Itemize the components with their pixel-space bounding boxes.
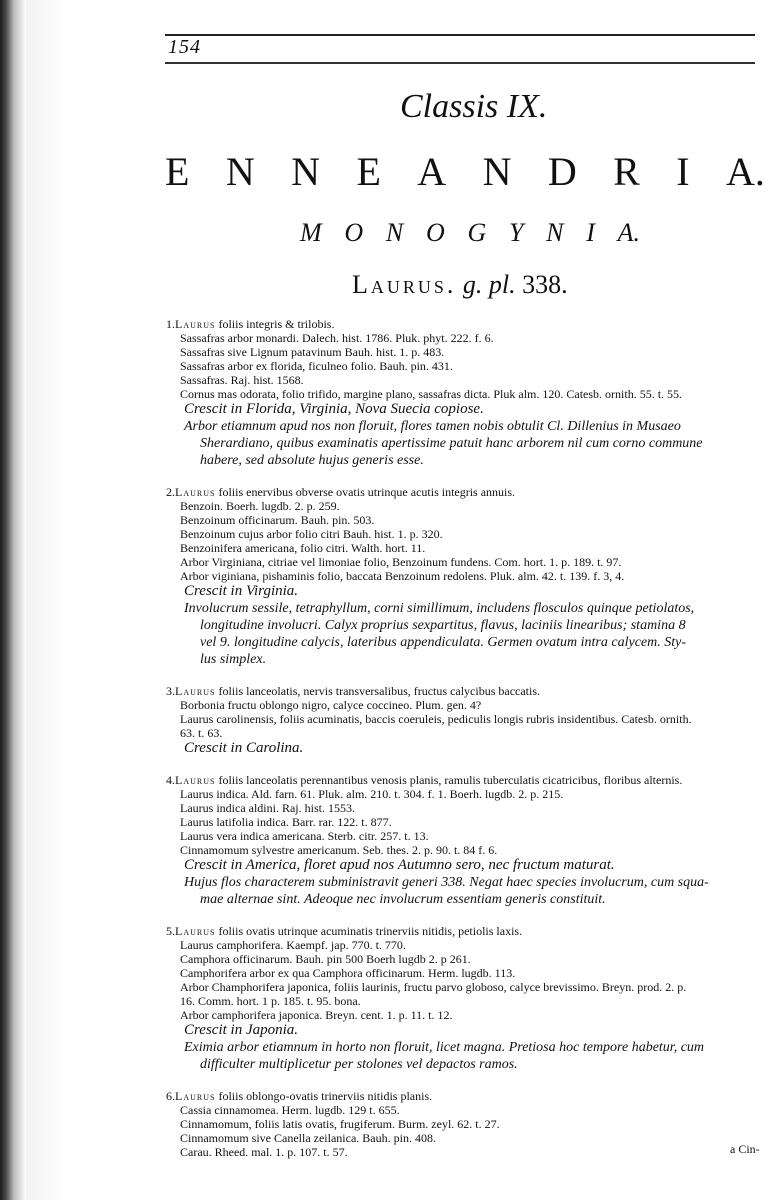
- sub-title-letter: N: [546, 218, 564, 247]
- sub-title-letter: M: [300, 218, 322, 247]
- observation-line: Involucrum sessile, tetraphyllum, corni simillimum, includens flosculos quinque petiolatos,: [184, 601, 695, 616]
- synonym-line: Arbor Champhorifera japonica, foliis laurinis, fructu parvo globoso, calyce brevissimo. Breyn. prod. 2. p.: [180, 980, 687, 994]
- species-diagnosis: foliis lanceolatis, nervis transversalibus, fructus calycibus baccatis.: [218, 684, 541, 698]
- synonym-line: Laurus carolinensis, foliis acuminatis, baccis coeruleis, pediculis longis rubris insidentibus. Catesb. ornith.: [180, 712, 692, 726]
- synonym-line: Sassafras arbor monardi. Dalech. hist. 1786. Pluk. phyt. 222. f. 6.: [180, 331, 494, 345]
- habitat-line: Crescit in America, floret apud nos Autumno sero, nec fructum maturat.: [184, 857, 615, 873]
- sub-title-letter: O: [425, 218, 445, 247]
- sub-title-letter: I: [586, 218, 595, 247]
- sub-title-letter: N: [385, 218, 404, 247]
- observation-line: Arbor etiamnum apud nos non floruit, flores tamen nobis obtulit Cl. Dillenius in Musaeo: [184, 419, 681, 434]
- synonym-line: Laurus latifolia indica. Barr. rar. 122. t. 877.: [180, 815, 392, 829]
- species-heading: [166, 924, 766, 938]
- main-title-letter: D: [547, 149, 577, 194]
- synonym-line: Cornus mas odorata, folio trifido, margine plano, sassafras dicta. Pluk alm. 120. Catesb. ornith. 55. t. 55.: [180, 387, 683, 401]
- main-title-letter: E: [165, 149, 190, 194]
- class-title: Classis IX.: [400, 88, 548, 125]
- observation-note: [166, 874, 766, 908]
- species-genus: Laurus: [175, 924, 216, 938]
- species-number: 5.: [166, 924, 175, 938]
- synonym-line: Cinnamomum sive Canella zeilanica. Bauh. pin. 408.: [180, 1131, 436, 1145]
- genus-heading: [352, 270, 568, 300]
- synonym-line: Benzoin. Boerh. lugdb. 2. p. 259.: [180, 499, 340, 513]
- synonym-line: Laurus camphorifera. Kaempf. jap. 770. t. 770.: [180, 938, 406, 952]
- synonym-line: Sassafras sive Lignum patavinum Bauh. hist. 1. p. 483.: [180, 345, 445, 359]
- species-heading: [166, 485, 766, 499]
- main-title-letter: A: [417, 149, 447, 194]
- observation-line: habere, sed absolute hujus generis esse.: [200, 453, 424, 468]
- synonym-line: Camphorifera arbor ex qua Camphora officinarum. Herm. lugdb. 113.: [180, 966, 516, 980]
- species-diagnosis: foliis integris & trilobis.: [218, 317, 335, 331]
- main-title-letter: A.: [726, 149, 765, 194]
- species-heading: [166, 1089, 766, 1103]
- main-title-letter: E: [356, 149, 381, 194]
- synonym-line: Arbor viginiana, pishaminis folio, baccata Benzoinum redolens. Pluk. alm. 42. t. 139. f. 3, 4.: [180, 569, 625, 583]
- species-diagnosis: foliis oblongo-ovatis trinerviis nitidis planis.: [218, 1089, 433, 1103]
- observation-note: [166, 418, 766, 469]
- species-heading: [166, 684, 766, 698]
- species-entry: [166, 684, 766, 757]
- habitat-line: Crescit in Carolina.: [184, 740, 304, 756]
- observation-line: lus simplex.: [200, 652, 267, 667]
- genus-name: Laurus.: [352, 270, 457, 299]
- species-genus: Laurus: [175, 1089, 216, 1103]
- observation-line: difficulter multiplicetur per stolones vel depactos ramos.: [200, 1057, 518, 1072]
- main-title-letter: N: [291, 149, 321, 194]
- synonym-line: 16. Comm. hort. 1 p. 185. t. 95. bona.: [180, 994, 361, 1008]
- synonym-line: 63. t. 63.: [180, 726, 223, 740]
- main-title-letter: R: [613, 149, 640, 194]
- catchword: a Cin-: [730, 1142, 760, 1156]
- synonym-line: Sassafras arbor ex florida, ficulneo folio. Bauh. pin. 431.: [180, 359, 453, 373]
- sub-title: [300, 218, 640, 248]
- species-entry: [166, 317, 766, 469]
- species-list: [166, 317, 766, 1175]
- sub-title-letter: A.: [617, 218, 640, 247]
- sub-title-letter: Y: [508, 218, 524, 247]
- species-number: 3.: [166, 684, 175, 698]
- synonym-line: Borbonia fructu oblongo nigro, calyce coccineo. Plum. gen. 4?: [180, 698, 482, 712]
- synonym-line: Cinnamomum sylvestre americanum. Seb. thes. 2. p. 90. t. 84 f. 6.: [180, 843, 498, 857]
- habitat-line: Crescit in Japonia.: [184, 1022, 299, 1038]
- species-entry: [166, 773, 766, 908]
- species-heading: [166, 773, 766, 787]
- observation-line: Hujus flos characterem subministravit generi 338. Negat haec species involucrum, cum squa-: [184, 875, 709, 890]
- main-title-letter: I: [676, 149, 690, 194]
- species-number: 4.: [166, 773, 175, 787]
- species-number: 1.: [166, 317, 175, 331]
- header-rule: [165, 62, 755, 64]
- observation-line: mae alternae sint. Adeoque nec involucrum essentiam generis constituit.: [200, 892, 606, 907]
- synonym-line: Camphora officinarum. Bauh. pin 500 Boerh lugdb 2. p 261.: [180, 952, 471, 966]
- synonym-line: Arbor camphorifera japonica. Breyn. cent. 1. p. 11. t. 12.: [180, 1008, 453, 1022]
- species-genus: Laurus: [175, 317, 216, 331]
- species-number: 2.: [166, 485, 175, 499]
- synonym-line: Cinnamomum, foliis latis ovatis, frugiferum. Burm. zeyl. 62. t. 27.: [180, 1117, 500, 1131]
- habitat-line: Crescit in Virginia.: [184, 583, 299, 599]
- synonym-line: Laurus vera indica americana. Sterb. citr. 257. t. 13.: [180, 829, 429, 843]
- synonym-line: Cassia cinnamomea. Herm. lugdb. 129 t. 655.: [180, 1103, 400, 1117]
- observation-note: [166, 600, 766, 668]
- species-entry: [166, 924, 766, 1073]
- synonym-line: Benzoinifera americana, folio citri. Walth. hort. 11.: [180, 541, 426, 555]
- synonym-line: Benzoinum officinarum. Bauh. pin. 503.: [180, 513, 375, 527]
- synonym-line: Sassafras. Raj. hist. 1568.: [180, 373, 304, 387]
- habitat-line: Crescit in Florida, Virginia, Nova Suecia copiose.: [184, 401, 484, 417]
- observation-line: Eximia arbor etiamnum in horto non floruit, licet magna. Pretiosa hoc tempore habetur, cum: [184, 1040, 705, 1055]
- genus-ref: g. pl.: [462, 270, 516, 299]
- species-number: 6.: [166, 1089, 175, 1103]
- observation-line: longitudine involucri. Calyx proprius sexpartitus, flavus, laciniis linearibus; stamina 8: [200, 618, 686, 633]
- sub-title-letter: G: [467, 218, 487, 247]
- sub-title-letter: O: [344, 218, 364, 247]
- scan-margin: [26, 0, 66, 1200]
- species-genus: Laurus: [175, 773, 216, 787]
- synonym-line: Laurus indica aldini. Raj. hist. 1553.: [180, 801, 355, 815]
- species-genus: Laurus: [175, 684, 216, 698]
- main-title-letter: N: [225, 149, 255, 194]
- species-heading: [166, 317, 766, 331]
- species-diagnosis: foliis lanceolatis perennantibus venosis planis, ramulis tuberculatis cicatricibus, floribus alternis.: [218, 773, 683, 787]
- genus-number: 338.: [522, 270, 568, 299]
- scan-shadow: [0, 0, 26, 1200]
- page-number: 154: [168, 36, 201, 58]
- species-genus: Laurus: [175, 485, 216, 499]
- observation-note: [166, 1039, 766, 1073]
- main-title-letter: N: [482, 149, 512, 194]
- synonym-line: Arbor Virginiana, citriae vel limoniae folio, Benzoinum fundens. Com. hort. 1. p. 189. t. 97.: [180, 555, 622, 569]
- top-rule: [165, 34, 755, 36]
- synonym-line: Benzoinum cujus arbor folio citri Bauh. hist. 1. p. 320.: [180, 527, 443, 541]
- synonym-line: Carau. Rheed. mal. 1. p. 107. t. 57.: [180, 1145, 348, 1159]
- observation-line: vel 9. longitudine calycis, lateribus appendiculata. Germen ovatum intra calycem. Sty-: [200, 635, 686, 650]
- species-diagnosis: foliis ovatis utrinque acuminatis trinerviis nitidis, petiolis laxis.: [218, 924, 523, 938]
- species-entry: [166, 1089, 766, 1159]
- species-entry: [166, 485, 766, 668]
- observation-line: Sherardiano, quibus examinatis apertissime patuit hanc arborem nil cum corno commune: [200, 436, 703, 451]
- synonym-line: Laurus indica. Ald. farn. 61. Pluk. alm. 210. t. 304. f. 1. Boerh. lugdb. 2. p. 215.: [180, 787, 564, 801]
- main-title: [165, 148, 765, 195]
- species-diagnosis: foliis enervibus obverse ovatis utrinque acutis integris annuis.: [218, 485, 516, 499]
